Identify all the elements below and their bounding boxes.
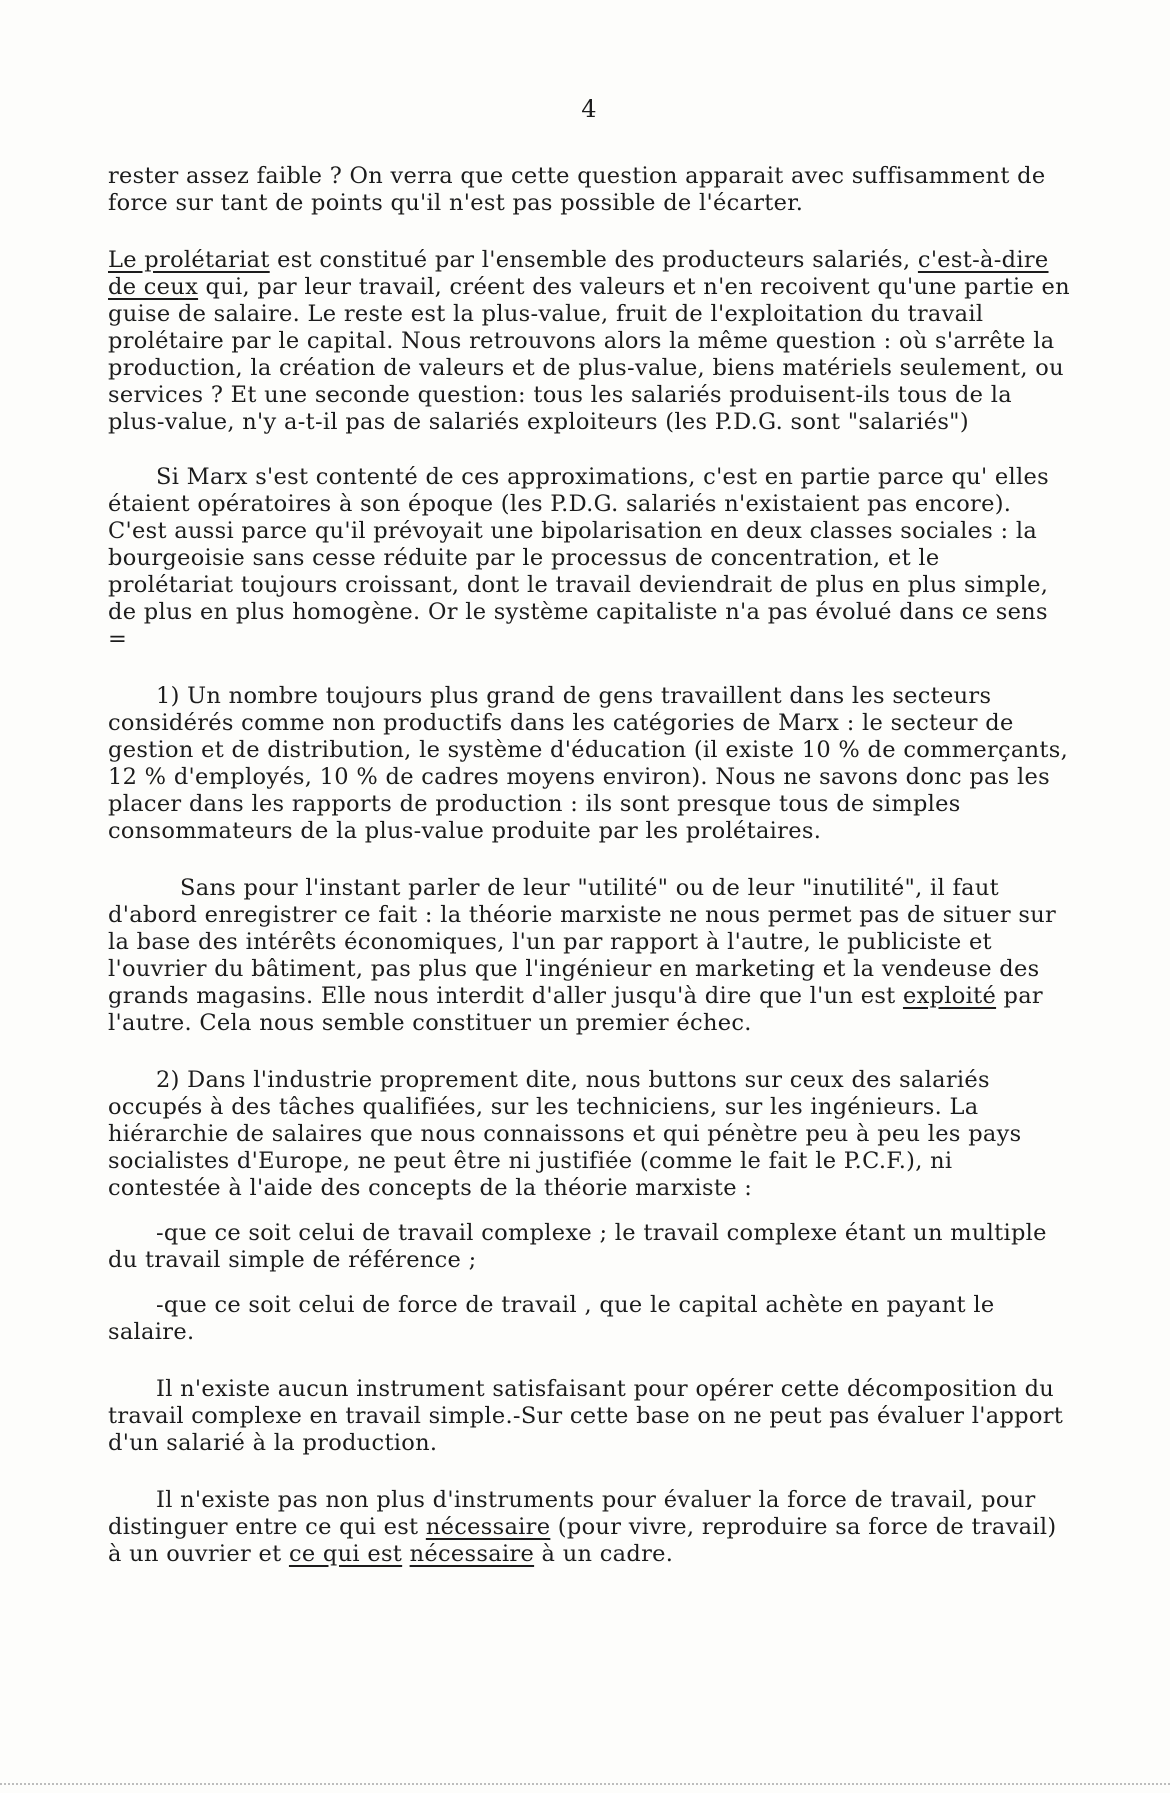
underlined-cest-a-dire: c'est-à-dire de ceux — [108, 247, 1049, 300]
paragraph-2 — [108, 247, 1070, 436]
paragraph-7: -que ce soit celui de travail complexe ; le travail complexe étant un multiple du travail simple de référence ; — [108, 1220, 1047, 1273]
page-number: 4 — [581, 95, 597, 123]
paragraph-10 — [108, 1487, 1070, 1568]
underlined-ce-qui-est: ce qui est — [288, 1541, 403, 1567]
underlined-exploite: exploité — [902, 983, 997, 1009]
paragraph-3: Si Marx s'est contenté de ces approximations, c'est en partie parce qu' elles étaient opératoires à son époque (les P.D.G. salariés n'existaient pas encore). C'est aussi parce qu'il prévoyait une bipolarisation en deux classes sociales : la bourgeoisie sans cesse réduite par le processus de concentration, et le prolétariat toujours croissant, dont le travail deviendrait de plus en plus simple, de plus en plus homogène. Or le système capitaliste n'a pas évolué dans ce sens = — [108, 464, 1049, 652]
paragraph-6: 2) Dans l'industrie proprement dite, nous buttons sur ceux des salariés occupés à des tâches qualifiées, sur les techniciens, sur les ingénieurs. La hiérarchie de salaires que nous connaissons et qui pénètre peu à peu les pays socialistes d'Europe, ne peut être ni justifiée (comme le fait le P.C.F.), ni contestée à l'aide des concepts de la théorie marxiste : — [108, 1067, 1022, 1201]
paragraph-5-text-b: par l'autre. Cela nous semble constituer un premier échec. — [108, 983, 1043, 1036]
paragraph-2-text-b: qui, par leur travail, créent des valeurs et n'en recoivent qu'une partie en guise de salaire. Le reste est la plus-value, fruit de l'exploitation du travail prolétaire par le capital. Nous retrouvons alors la même question : où s'arrête la production, la création de valeurs et de plus-value, biens matériels seulement, ou services ? Et une seconde question: tous les salariés produisent-ils tous de la plus-value, n'y a-t-il pas de salariés exploiteurs (les P.D.G. sont "salariés") — [108, 274, 1070, 435]
paragraph-10-text-c — [402, 1541, 409, 1567]
paragraph-1: rester assez faible ? On verra que cette question apparait avec suffisamment de force sur tant de points qu'il n'est pas possible de l'écarter. — [108, 163, 1046, 216]
paragraph-10-text-a: Il n'existe pas non plus d'instruments pour évaluer la force de travail, pour distinguer entre ce qui est — [108, 1487, 1036, 1540]
paragraph-2-text-a: est constitué par l'ensemble des producteurs salariés, — [269, 247, 918, 273]
paragraph-5-text-a: Sans pour l'instant parler de leur "utilité" ou de leur "inutilité", il faut d'abord enregistrer ce fait : la théorie marxiste ne nous permet pas de situer sur la base des intérêts économiques, l'un par rapport à l'autre, le publiciste et l'ouvrier du bâtiment, pas plus que l'ingénieur en marketing et la vendeuse des grands magasins. Elle nous interdit d'aller jusqu'à dire que l'un est — [108, 875, 1057, 1009]
paragraph-4: 1) Un nombre toujours plus grand de gens travaillent dans les secteurs considérés comme non productifs dans les catégories de Marx : le secteur de gestion et de distribution, le système d'éducation (il existe 10 % de commerçants, 12 % d'employés, 10 % de cadres moyens environ). Nous ne savons donc pas les placer dans les rapports de production : ils sont presque tous de simples consommateurs de la plus-value produite par les prolétaires. — [108, 683, 1069, 844]
paragraph-9: Il n'existe aucun instrument satisfaisant pour opérer cette décomposition du travail complexe en travail simple.-Sur cette base on ne peut pas évaluer l'apport d'un salarié à la production. — [108, 1376, 1064, 1456]
underlined-proletariat: Le prolétariat — [108, 247, 270, 273]
paragraph-8: -que ce soit celui de force de travail , que le capital achète en payant le salaire. — [108, 1292, 995, 1345]
underlined-necessaire-2: nécessaire — [409, 1541, 535, 1567]
paragraph-10-text-d: à un cadre. — [534, 1541, 674, 1567]
underlined-necessaire-1: nécessaire — [425, 1514, 551, 1540]
paragraph-10-text-b: (pour vivre, reproduire sa force de travail) à un ouvrier et — [108, 1514, 1057, 1567]
paragraph-5 — [108, 875, 1070, 1037]
scan-artifact-line — [0, 1781, 1170, 1785]
